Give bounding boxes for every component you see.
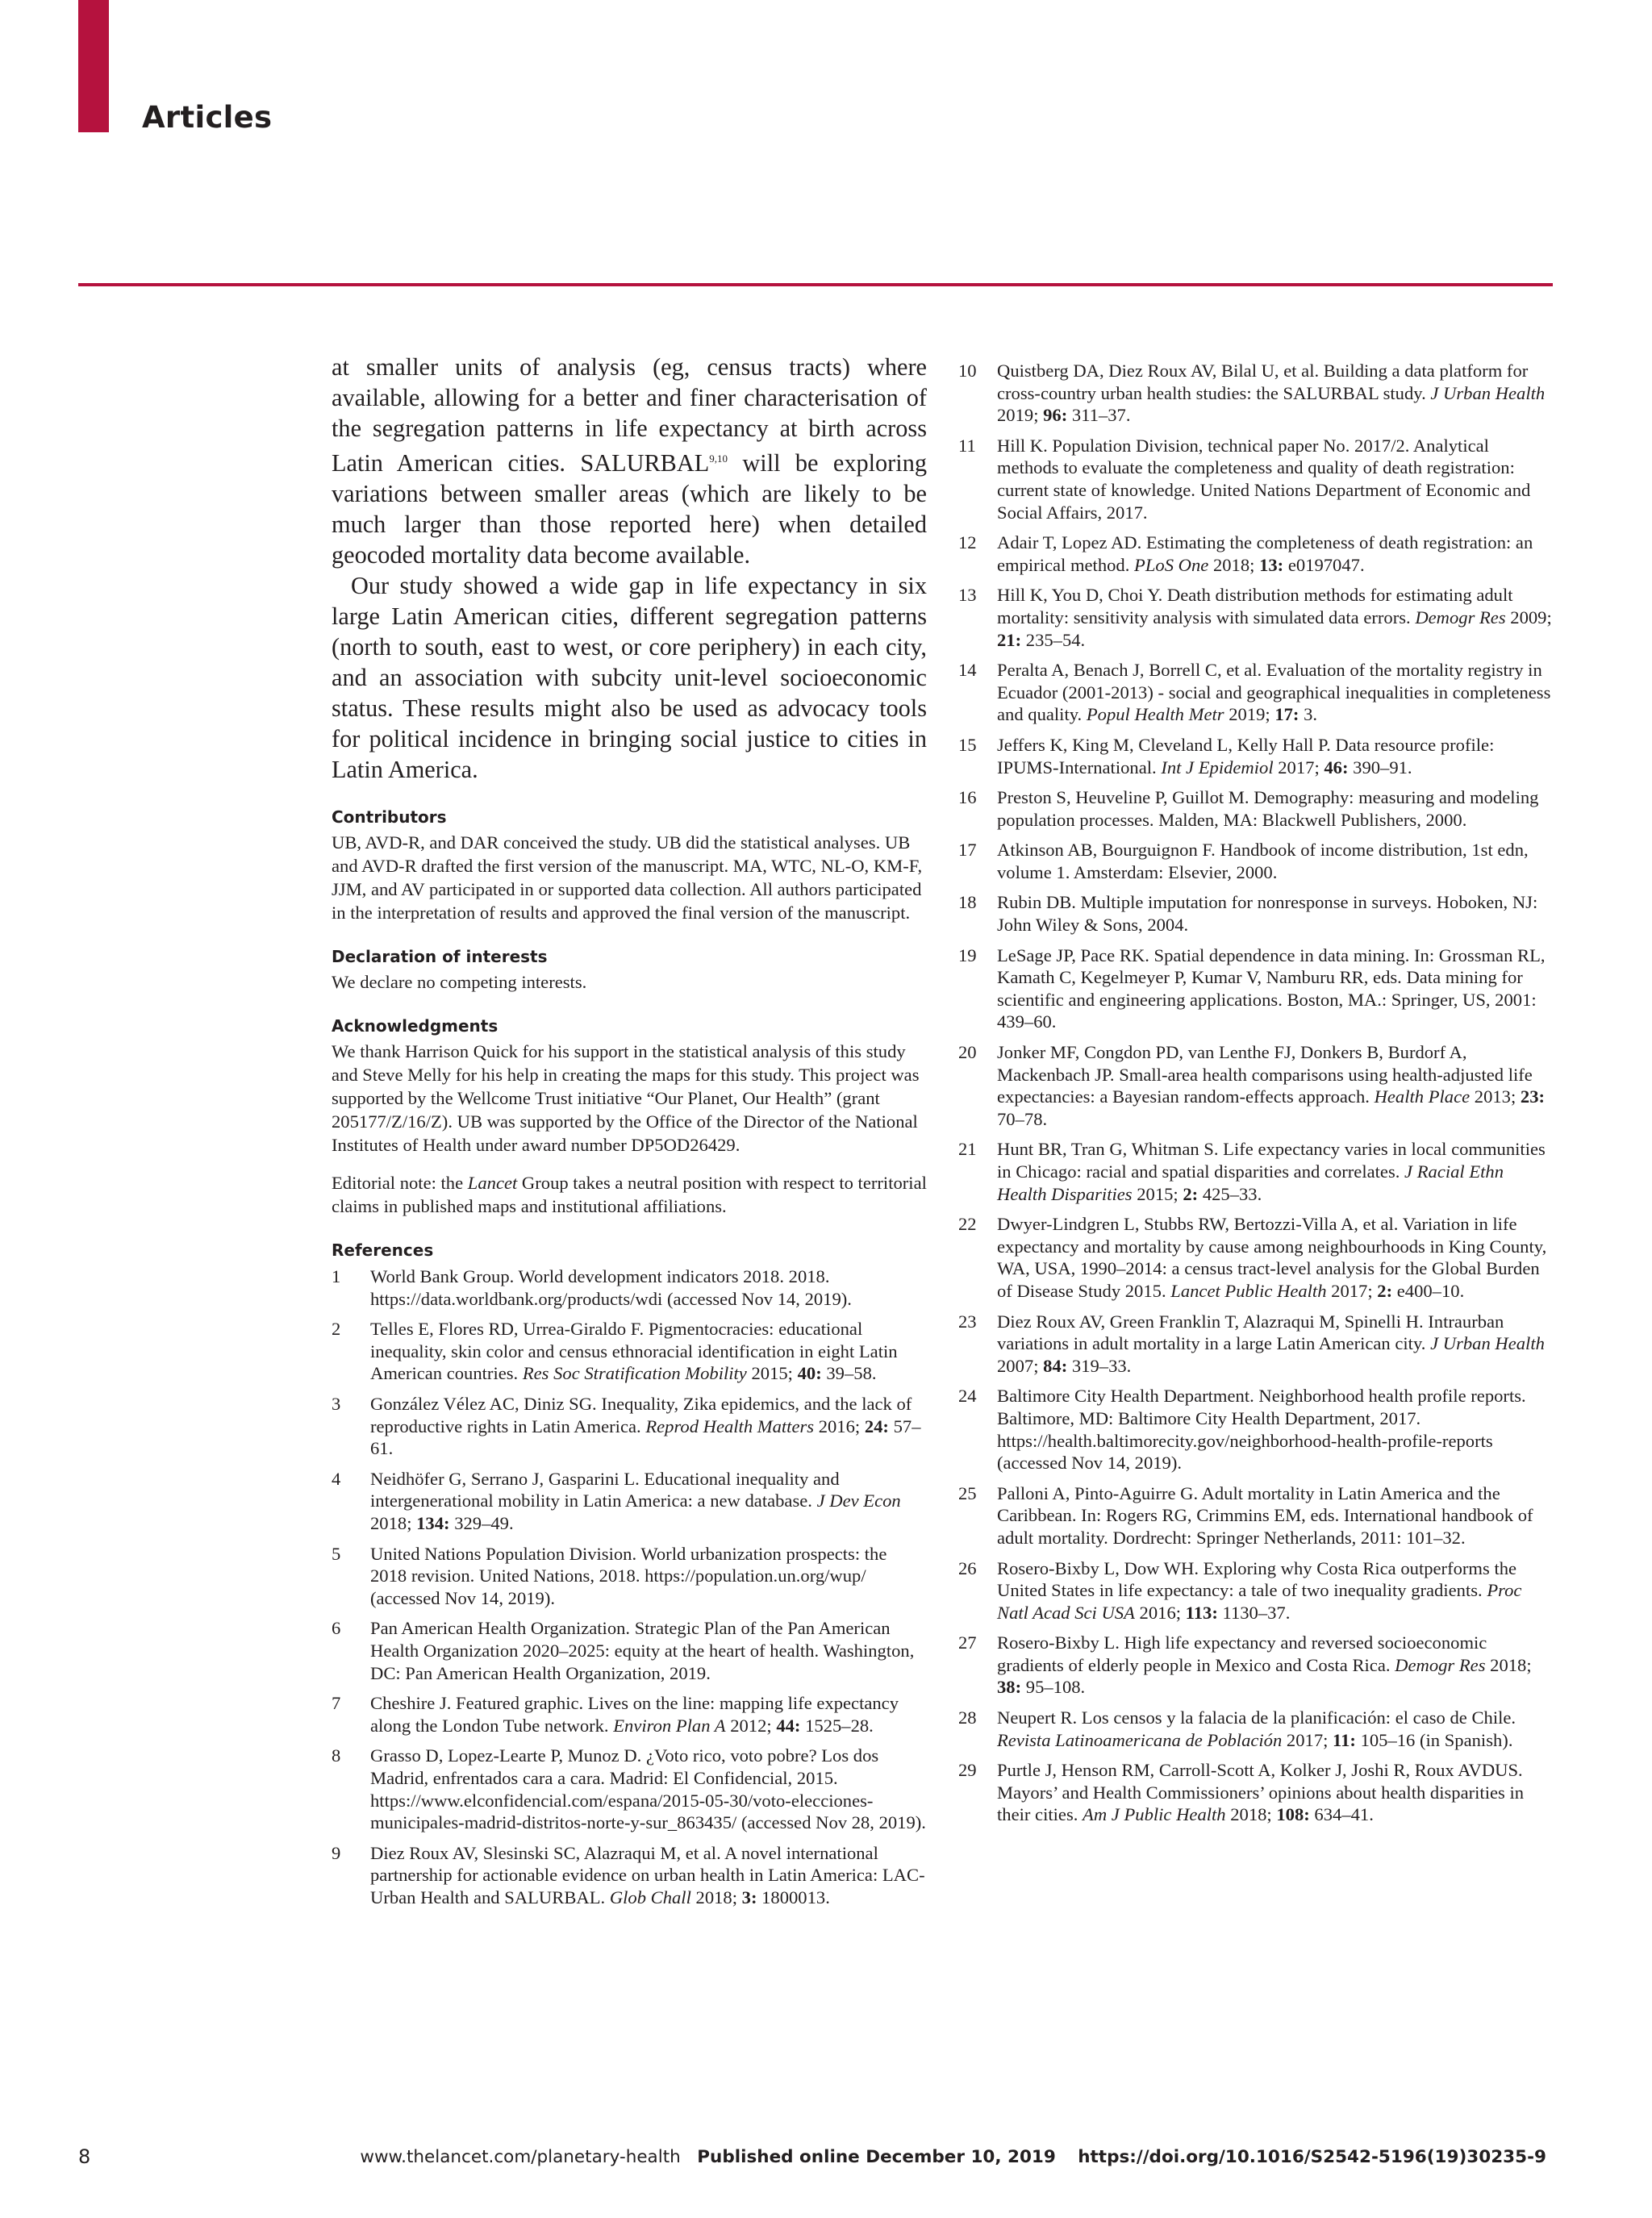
reference-item — [958, 1632, 1555, 1699]
journal-name: Res Soc Stratification Mobility — [522, 1363, 747, 1384]
published-date: Published online December 10, 2019 — [697, 2147, 1056, 2167]
editorial-note: Editorial note: the Lancet Group takes a neutral position with respect to territorial claims in published maps and institutional affiliations. — [332, 1173, 927, 1217]
right-column — [958, 356, 1555, 1834]
reference-text: 2016; — [814, 1415, 865, 1436]
declaration-section — [332, 945, 927, 994]
reference-item — [332, 1842, 927, 1909]
reference-number: 27 — [958, 1632, 977, 1653]
volume-number: 44: — [776, 1715, 801, 1736]
reference-text: 2017; — [1273, 757, 1325, 778]
section-color-tab — [78, 0, 109, 132]
journal-name: Lancet Public Health — [1170, 1280, 1327, 1301]
reference-number: 9 — [332, 1842, 341, 1863]
volume-number: 38: — [997, 1677, 1022, 1698]
volume-number: 23: — [1520, 1086, 1546, 1107]
reference-text: 634–41. — [1309, 1804, 1374, 1825]
journal-name: PLoS One — [1134, 554, 1209, 575]
reference-item — [332, 1468, 927, 1535]
reference-number: 2 — [332, 1319, 341, 1340]
reference-text: 105–16 (in Spanish). — [1355, 1729, 1513, 1750]
reference-text: 2017; — [1326, 1280, 1378, 1301]
reference-item — [958, 839, 1555, 883]
reference-number: 28 — [958, 1707, 977, 1728]
reference-text: Rosero-Bixby L. High life expectancy and reversed socioeconomic gradients of elderly people in Mexico and Costa Rica. — [997, 1632, 1487, 1675]
reference-item — [958, 1759, 1555, 1826]
reference-number: 8 — [332, 1745, 341, 1766]
reference-item — [958, 532, 1555, 576]
reference-number: 14 — [958, 660, 977, 681]
reference-number: 26 — [958, 1557, 977, 1578]
reference-number: 17 — [958, 840, 977, 861]
reference-text: Baltimore City Health Department. Neighborhood health profile reports. Baltimore, MD: Baltimore City Health Department, 2017. https://health.baltimorecity.gov/neighborhood-health-profile-reports (accessed Nov 14, 2019). — [997, 1386, 1526, 1474]
reference-item — [332, 1692, 927, 1736]
reference-item — [332, 1617, 927, 1684]
reference-text: 2018; — [690, 1887, 742, 1907]
volume-number: 24: — [864, 1415, 889, 1436]
reference-number: 15 — [958, 734, 977, 755]
reference-number: 24 — [958, 1386, 977, 1407]
volume-number: 21: — [997, 629, 1022, 650]
reference-text: Neidhöfer G, Serrano J, Gasparini L. Educational inequality and intergenerational mobility in Latin America: a new database. — [370, 1468, 840, 1511]
reference-text: 3. — [1299, 704, 1318, 725]
volume-number: 96: — [1043, 405, 1068, 426]
volume-number: 3: — [741, 1887, 757, 1907]
reference-item — [332, 1543, 927, 1610]
reference-text: Atkinson AB, Bourguignon F. Handbook of income distribution, 1st edn, volume 1. Amsterdam: Elsevier, 2000. — [997, 840, 1529, 882]
declaration-text: We declare no competing interests. — [332, 972, 587, 993]
reference-text: LeSage JP, Pace RK. Spatial dependence in data mining. In: Grossman RL, Kamath C, Kegelmeyer P, Kumar V, Namburu RR, eds. Data mining for scientific and engineering applications. Boston, MA.: Springer, US, 2001: 439–60. — [997, 944, 1546, 1032]
reference-text: Preston S, Heuveline P, Guillot M. Demography: measuring and modeling population processes. Malden, MA: Blackwell Publishers, 2000. — [997, 787, 1539, 830]
reference-number: 6 — [332, 1618, 341, 1639]
reference-text: 2019; — [997, 405, 1044, 426]
reference-item — [958, 584, 1555, 651]
page-footer — [78, 2145, 1553, 2178]
references-heading: References — [332, 1240, 434, 1261]
reference-text: World Bank Group. World development indicators 2018. 2018. https://data.worldbank.org/products/wdi (accessed Nov 14, 2019). — [370, 1266, 852, 1309]
contributors-heading: Contributors — [332, 807, 447, 828]
reference-text: 2015; — [746, 1363, 798, 1384]
reference-text: 311–37. — [1067, 405, 1131, 426]
reference-text: Grasso D, Lopez-Learte P, Munoz D. ¿Voto rico, voto pobre? Los dos Madrid, enfrentados cara a cara. Madrid: El Confidencial, 2015. https://www.elconfidencial.com/espana/2015-05-30/voto-elecciones-municipales-madrid-distritos-norte-y-sur_863435/ (accessed Nov 28, 2019). — [370, 1745, 926, 1833]
journal-name: J Urban Health — [1430, 1333, 1545, 1354]
volume-number: 17: — [1274, 704, 1299, 725]
reference-text: 2009; — [1505, 607, 1552, 627]
journal-name: Demogr Res — [1415, 607, 1506, 627]
reference-text: 2018; — [1225, 1804, 1277, 1825]
volume-number: 113: — [1185, 1602, 1218, 1623]
journal-name: Proc Natl Acad Sci USA — [997, 1580, 1522, 1623]
acknowledgments-section — [332, 1015, 927, 1157]
header-rule — [78, 283, 1553, 286]
reference-text: 1525–28. — [800, 1715, 874, 1736]
reference-text: United Nations Population Division. World urbanization prospects: the 2018 revision. United Nations, 2018. https://population.un.org/wup/ (accessed Nov 14, 2019). — [370, 1543, 887, 1608]
reference-item — [332, 1265, 927, 1310]
reference-text: Hill K, You D, Choi Y. Death distribution methods for estimating adult mortality: sensitivity analysis with simulated data errors. — [997, 585, 1513, 627]
reference-text: 2015; — [1132, 1183, 1183, 1204]
reference-text: Hunt BR, Tran G, Whitman S. Life expectancy varies in local communities in Chicago: racial and spatial disparities and correlates. — [997, 1139, 1546, 1182]
reference-text: Cheshire J. Featured graphic. Lives on the line: mapping life expectancy along the London Tube network. — [370, 1693, 899, 1736]
reference-item — [958, 786, 1555, 831]
reference-item — [958, 1707, 1555, 1751]
reference-number: 11 — [958, 435, 976, 456]
reference-number: 7 — [332, 1693, 341, 1714]
doi-link[interactable]: https://doi.org/10.1016/S2542-5196(19)30235-9 — [1078, 2147, 1546, 2167]
reference-number: 3 — [332, 1394, 341, 1415]
references-list-left — [332, 1265, 927, 1908]
volume-number: 13: — [1259, 554, 1284, 575]
reference-text: 2012; — [725, 1715, 777, 1736]
reference-text: Pan American Health Organization. Strategic Plan of the Pan American Health Organization 2020–2025: equity at the heart of health. Washington, DC: Pan American Health Organization, 2019. — [370, 1618, 915, 1683]
volume-number: 2: — [1377, 1280, 1393, 1301]
reference-text: e0197047. — [1283, 554, 1365, 575]
reference-number: 1 — [332, 1266, 341, 1287]
reference-item — [958, 659, 1555, 726]
reference-item — [958, 1482, 1555, 1549]
reference-text: 2018; — [1208, 554, 1260, 575]
reference-text: Purtle J, Henson RM, Carroll-Scott A, Kolker J, Joshi R, Roux AVDUS. Mayors’ and Health Commissioners’ opinions about health disparities in their cities. — [997, 1760, 1525, 1825]
volume-number: 40: — [797, 1363, 822, 1384]
reference-text: Peralta A, Benach J, Borrell C, et al. Evaluation of the mortality registry in Ecuador (2001-2013) - social and geographical inequalities in completeness and quality. — [997, 660, 1551, 725]
reference-item — [958, 1557, 1555, 1624]
reference-text: 425–33. — [1198, 1183, 1262, 1204]
reference-text: 2007; — [997, 1355, 1044, 1376]
reference-item — [958, 891, 1555, 936]
reference-text: 2018; — [370, 1513, 417, 1534]
section-label: Articles — [142, 100, 273, 135]
reference-text: 2017; — [1282, 1729, 1333, 1750]
journal-name: Popul Health Metr — [1086, 704, 1224, 725]
reference-text: 319–33. — [1067, 1355, 1132, 1376]
volume-number: 108: — [1276, 1804, 1310, 1825]
reference-text: 390–91. — [1348, 757, 1412, 778]
page-number: 8 — [78, 2145, 91, 2168]
reference-text: Adair T, Lopez AD. Estimating the completeness of death registration: an empirical method. — [997, 532, 1533, 575]
reference-number: 20 — [958, 1042, 977, 1063]
reference-item — [958, 1311, 1555, 1378]
reference-item — [958, 360, 1555, 427]
reference-text: Neupert R. Los censos y la falacia de la planificación: el caso de Chile. — [997, 1707, 1516, 1728]
reference-text: González Vélez AC, Diniz SG. Inequality, Zika epidemics, and the lack of reproductive rights in Latin America. — [370, 1394, 912, 1436]
reference-number: 19 — [958, 944, 977, 965]
volume-number: 11: — [1333, 1729, 1356, 1750]
reference-text: Diez Roux AV, Green Franklin T, Alazraqui M, Spinelli H. Intraurban variations in adult mortality in a large Latin American city. — [997, 1311, 1504, 1354]
reference-text: 329–49. — [449, 1513, 514, 1534]
reference-text: Jeffers K, King M, Cleveland L, Kelly Hall P. Data resource profile: IPUMS-International. — [997, 734, 1495, 778]
body-text — [332, 352, 927, 785]
journal-name: Reprod Health Matters — [645, 1415, 815, 1436]
reference-text: Hill K. Population Division, technical paper No. 2017/2. Analytical methods to evaluate the completeness and quality of death registration: current state of knowledge. United Nations Department of Economic and Social Affairs, 2017. — [997, 435, 1531, 523]
reference-item — [958, 1138, 1555, 1205]
reference-number: 25 — [958, 1482, 977, 1503]
journal-name: J Dev Econ — [816, 1490, 901, 1511]
reference-item — [958, 944, 1555, 1033]
journal-name: J Urban Health — [1430, 382, 1546, 403]
reference-text: Rosero-Bixby L, Dow WH. Exploring why Costa Rica outperforms the United States in life expectancy: a tale of two inequality gradients. — [997, 1557, 1517, 1601]
footer-info — [360, 2147, 1546, 2167]
reference-item — [958, 1385, 1555, 1474]
declaration-heading: Declaration of interests — [332, 947, 548, 967]
contributors-text: UB, AVD-R, and DAR conceived the study. UB did the statistical analyses. UB and AVD-R drafted the first version of the manuscript. MA, WTC, NL-O, KM-F, JJM, and AV participated in or supported data collection. All authors participated in the interpretation of results and approved the final version of the manuscript. — [332, 832, 923, 923]
journal-site-link[interactable]: www.thelancet.com/planetary-health — [360, 2147, 681, 2167]
reference-number: 21 — [958, 1139, 977, 1160]
reference-text: 2013; — [1470, 1086, 1521, 1107]
reference-number: 13 — [958, 585, 977, 606]
acknowledgments-heading: Acknowledgments — [332, 1016, 499, 1036]
reference-text: 2019; — [1224, 704, 1275, 725]
reference-number: 23 — [958, 1311, 977, 1332]
journal-name: Int J Epidemiol — [1161, 757, 1274, 778]
body-paragraph: at smaller units of analysis (eg, census tracts) where available, allowing for a better and finer characterisation of the segregation patterns in life expectancy at birth across Latin American cities. SALURBAL$^{9,10}$ will be exploring variations between smaller areas (which are likely to be much larger than those reported here) when detailed geocoded mortality data become available. — [332, 353, 927, 569]
reference-number: 29 — [958, 1760, 977, 1781]
journal-name: Am J Public Health — [1083, 1804, 1226, 1825]
reference-item — [332, 1393, 927, 1460]
left-column — [332, 352, 927, 1917]
references-section — [332, 1239, 927, 1908]
reference-text: e400–10. — [1392, 1280, 1465, 1301]
reference-number: 10 — [958, 361, 977, 381]
reference-text: Jonker MF, Congdon PD, van Lenthe FJ, Donkers B, Burdorf A, Mackenbach JP. Small-area health comparisons using health-adjusted life expectancies: a Bayesian random-effects approach. — [997, 1042, 1533, 1107]
reference-number: 4 — [332, 1468, 341, 1489]
reference-number: 22 — [958, 1214, 977, 1235]
reference-item — [958, 1041, 1555, 1130]
reference-item — [332, 1745, 927, 1833]
journal-name: Health Place — [1374, 1086, 1471, 1107]
body-paragraph: Our study showed a wide gap in life expectancy in six large Latin American cities, different segregation patterns (north to south, east to west, or core periphery) in each city, and an association with subcity unit-level socioeconomic status. These results might also be used as advocacy tools for political incidence in bringing social justice to cities in Latin America. — [332, 572, 927, 784]
reference-text: Dwyer-Lindgren L, Stubbs RW, Bertozzi-Villa A, et al. Variation in life expectancy and mortality by cause among neighbourhoods in King County, WA, USA, 1990–2014: a census tract-level analysis for the Global Burden of Disease Study 2015. — [997, 1214, 1547, 1301]
volume-number: 134: — [416, 1513, 450, 1534]
reference-text: Telles E, Flores RD, Urrea-Giraldo F. Pigmentocracies: educational inequality, skin color and census ethnoracial identification in eight Latin American countries. — [370, 1319, 898, 1384]
reference-item — [332, 1318, 927, 1385]
reference-text: Palloni A, Pinto-Aguirre G. Adult mortality in Latin America and the Caribbean. In: Rogers RG, Crimmins EM, eds. International handbook of adult mortality. Dordrecht: Springer Netherlands, 2011: 101–32. — [997, 1482, 1533, 1548]
reference-text: 39–58. — [821, 1363, 877, 1384]
reference-item — [958, 734, 1555, 778]
reference-text: Quistberg DA, Diez Roux AV, Bilal U, et al. Building a data platform for cross-country urban health studies: the SALURBAL study. — [997, 361, 1529, 403]
journal-name: Environ Plan A — [613, 1715, 726, 1736]
reference-text: 2018; — [1485, 1654, 1532, 1675]
reference-item — [958, 435, 1555, 523]
reference-number: 16 — [958, 787, 977, 808]
reference-text: 2016; — [1134, 1602, 1186, 1623]
reference-number: 18 — [958, 892, 977, 913]
journal-name: Glob Chall — [609, 1887, 691, 1907]
reference-text: Diez Roux AV, Slesinski SC, Alazraqui M, et al. A novel international partnership for actionable evidence on urban health in Latin America: LAC-Urban Health and SALURBAL. — [370, 1842, 925, 1907]
reference-text: 95–108. — [1021, 1677, 1086, 1698]
reference-text: 57–61. — [370, 1415, 921, 1459]
reference-text: 70–78. — [997, 1108, 1048, 1129]
volume-number: 46: — [1324, 757, 1349, 778]
contributors-section — [332, 806, 927, 924]
reference-number: 12 — [958, 532, 977, 553]
journal-name: Revista Latinoamericana de Población — [997, 1729, 1283, 1750]
reference-number: 5 — [332, 1543, 341, 1564]
reference-item — [958, 1213, 1555, 1302]
journal-name: Demogr Res — [1395, 1654, 1486, 1675]
reference-text: 235–54. — [1021, 629, 1086, 650]
acknowledgments-text: We thank Harrison Quick for his support in the statistical analysis of this study and Steve Melly for his help in creating the maps for this study. This project was supported by the Wellcome Trust initiative “Our Planet, Our Health” (grant 205177/Z/16/Z). UB was supported by the Office of the Director of the National Institutes of Health under award number DP5OD26429. — [332, 1041, 920, 1156]
reference-text: 1130–37. — [1217, 1602, 1291, 1623]
volume-number: 84: — [1043, 1355, 1068, 1376]
reference-text: 1800013. — [757, 1887, 830, 1907]
references-list-right — [958, 360, 1555, 1826]
volume-number: 2: — [1183, 1183, 1199, 1204]
citation-superscript: 9,10 — [709, 452, 728, 465]
reference-text: Rubin DB. Multiple imputation for nonresponse in surveys. Hoboken, NJ: John Wiley & Sons, 2004. — [997, 892, 1538, 936]
journal-name: J Racial Ethn Health Disparities — [997, 1161, 1504, 1204]
